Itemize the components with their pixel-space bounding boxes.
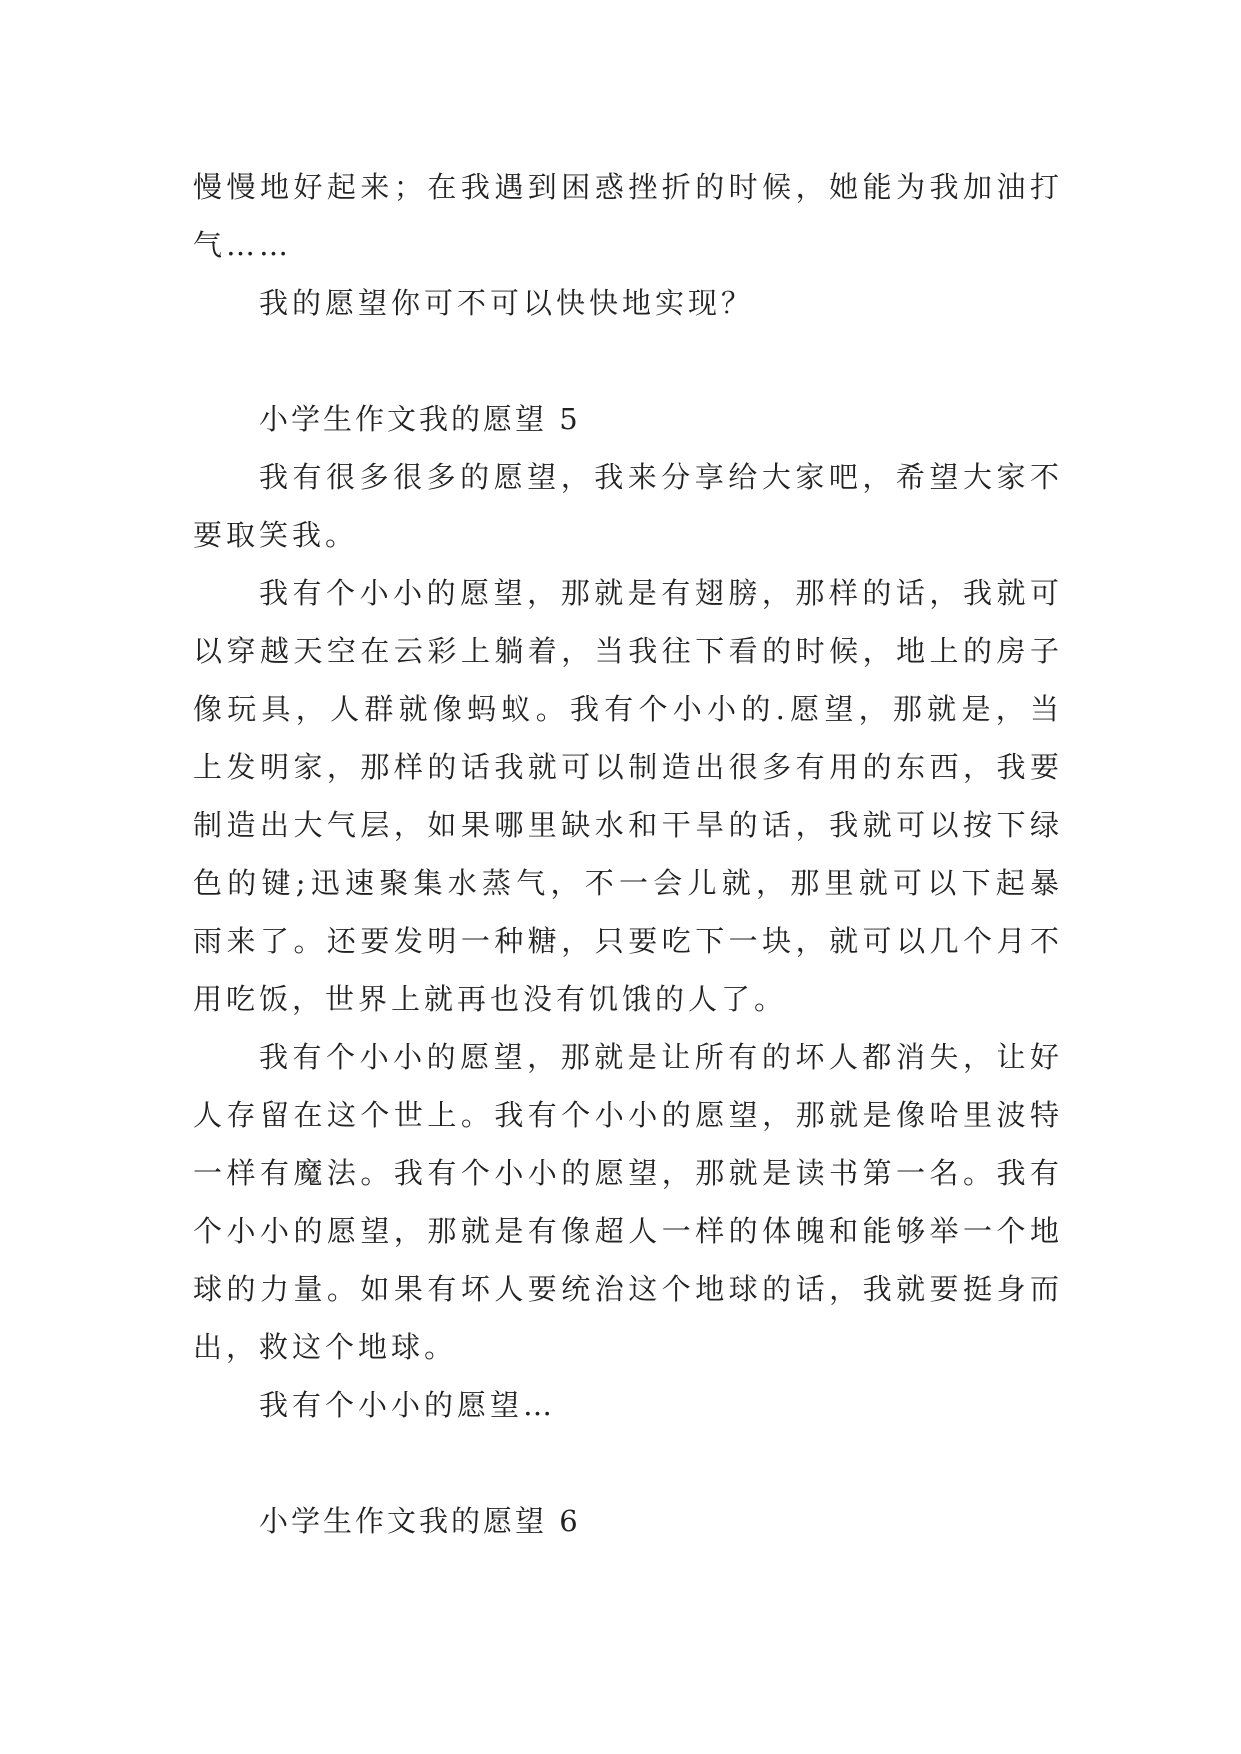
paragraph-wings-inventor: 我有个小小的愿望，那就是有翅膀，那样的话，我就可以穿越天空在云彩上躺着，当我往下看的时候，地上的房子像玩具，人群就像蚂蚁。我有个小小的.愿望，那就是，当上发明家，那样的话我就可以制造出很多有用的东西，我要制造出大气层，如果哪里缺水和干旱的话，我就可以按下绿色的键;迅速聚集水蒸气，不一会儿就，那里就可以下起暴雨来了。还要发明一种糖，只要吃下一块，就可以几个月不用吃饭，世界上就再也没有饥饿的人了。 [193, 576, 1063, 1016]
paragraph-bad-people: 我有个小小的愿望，那就是让所有的坏人都消失，让好人存留在这个世上。我有个小小的愿望，那就是像哈里波特一样有魔法。我有个小小的愿望，那就是读书第一名。我有个小小的愿望，那就是有像超人一样的体魄和能够举一个地球的力量。如果有坏人要统治这个地球的话，我就要挺身而出，救这个地球。 [193, 1040, 1063, 1364]
section-spacer [193, 1434, 1063, 1492]
document-body [193, 158, 1063, 1550]
paragraph-continued: 慢慢地好起来；在我遇到困惑挫折的时候，她能为我加油打气…… [193, 170, 1063, 262]
paragraph-closing: 我有个小小的愿望… [259, 1388, 557, 1422]
section-heading-6: 小学生作文我的愿望 6 [259, 1504, 581, 1538]
paragraph-wish-question: 我的愿望你可不可以快快地实现？ [259, 286, 755, 320]
paragraph-intro: 我有很多很多的愿望，我来分享给大家吧，希望大家不要取笑我。 [193, 460, 1063, 552]
section-heading-5: 小学生作文我的愿望 5 [259, 402, 581, 436]
section-spacer [193, 332, 1063, 390]
